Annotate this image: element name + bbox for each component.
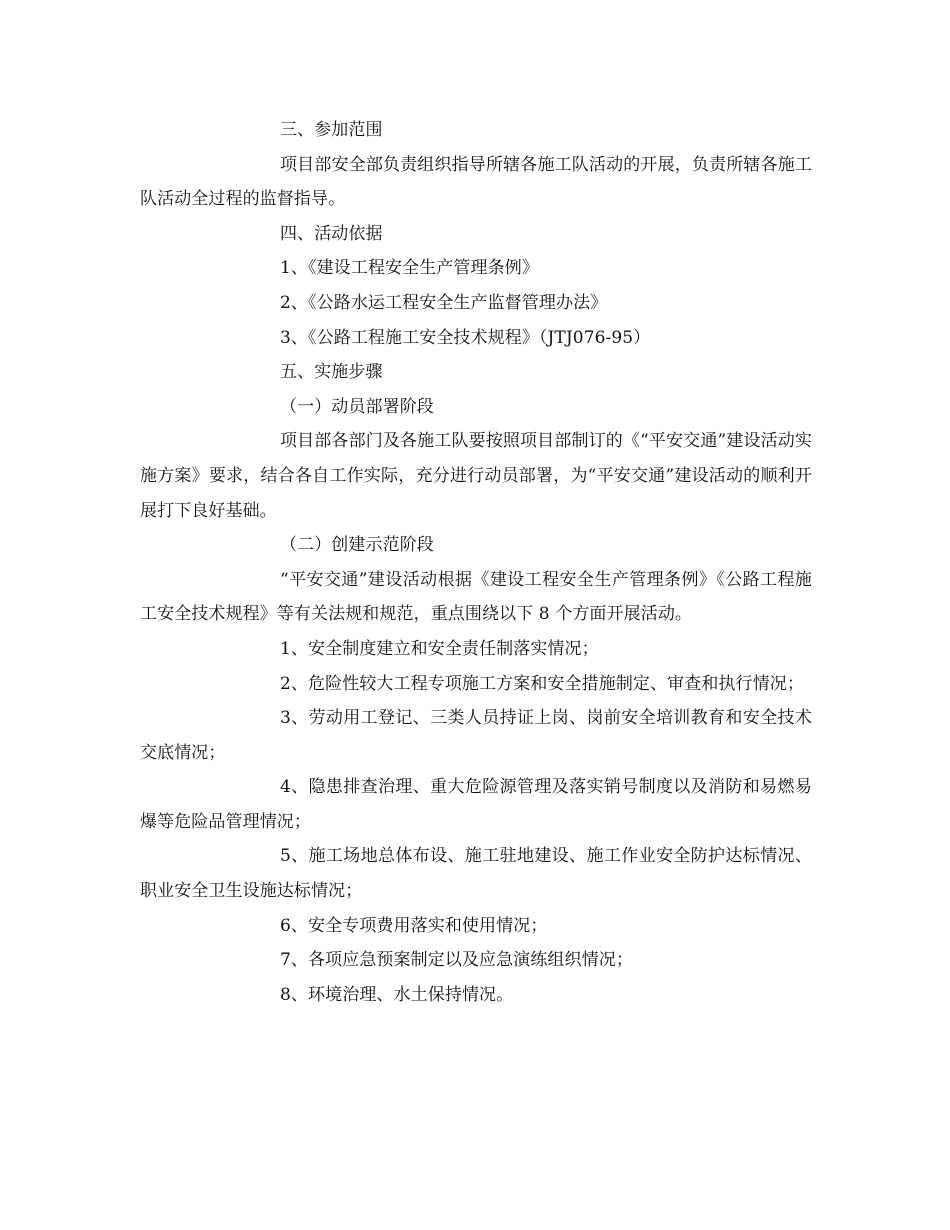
activity-item-4: 4、隐患排查治理、重大危险源管理及落实销号制度以及消防和易燃易爆等危险品管理情况； xyxy=(140,777,812,832)
demonstration-paragraph: “平安交通”建设活动根据《建设工程安全生产管理条例》《公路工程施工安全技术规程》等有关法规和规范，重点围绕以下 8 个方面开展活动。 xyxy=(140,569,812,625)
activity-item-5: 5、施工场地总体布设、施工驻地建设、施工作业安全防护达标情况、职业安全卫生设施达标情况； xyxy=(140,846,812,902)
section-heading-scope: 三、参加范围 xyxy=(280,120,383,140)
basis-item-3: 3、《公路工程施工安全技术规程》（JTJ076-95） xyxy=(280,327,651,348)
activity-item-6: 6、安全专项费用落实和使用情况； xyxy=(280,915,548,936)
activity-item-3: 3、劳动用工登记、三类人员持证上岗、岗前安全培训教育和安全技术交底情况； xyxy=(140,708,812,763)
section-heading-steps: 五、实施步骤 xyxy=(280,362,383,383)
activity-item-2: 2、危险性较大工程专项施工方案和安全措施制定、审查和执行情况； xyxy=(280,673,804,694)
subheading-mobilization: （一）动员部署阶段 xyxy=(280,396,434,417)
basis-item-1: 1、《建设工程安全生产管理条例》 xyxy=(280,258,539,279)
document-body xyxy=(140,113,812,1012)
basis-item-2: 2、《公路水运工程安全生产监督管理办法》 xyxy=(280,292,608,313)
activity-item-8: 8、环境治理、水土保持情况。 xyxy=(280,984,514,1005)
section-heading-basis: 四、活动依据 xyxy=(280,223,383,244)
scope-paragraph: 项目部安全部负责组织指导所辖各施工队活动的开展，负责所辖各施工队活动全过程的监督指导。 xyxy=(140,154,812,210)
activity-item-7: 7、各项应急预案制定以及应急演练组织情况； xyxy=(280,950,633,971)
activity-item-1: 1、安全制度建立和安全责任制落实情况； xyxy=(280,638,599,659)
mobilization-paragraph: 项目部各部门及各施工队要按照项目部制订的《“平安交通”建设活动实施方案》要求，结合各自工作实际，充分进行动员部署，为“平安交通”建设活动的顺利开展打下良好基础。 xyxy=(140,431,812,521)
subheading-demonstration: （二）创建示范阶段 xyxy=(280,535,434,556)
